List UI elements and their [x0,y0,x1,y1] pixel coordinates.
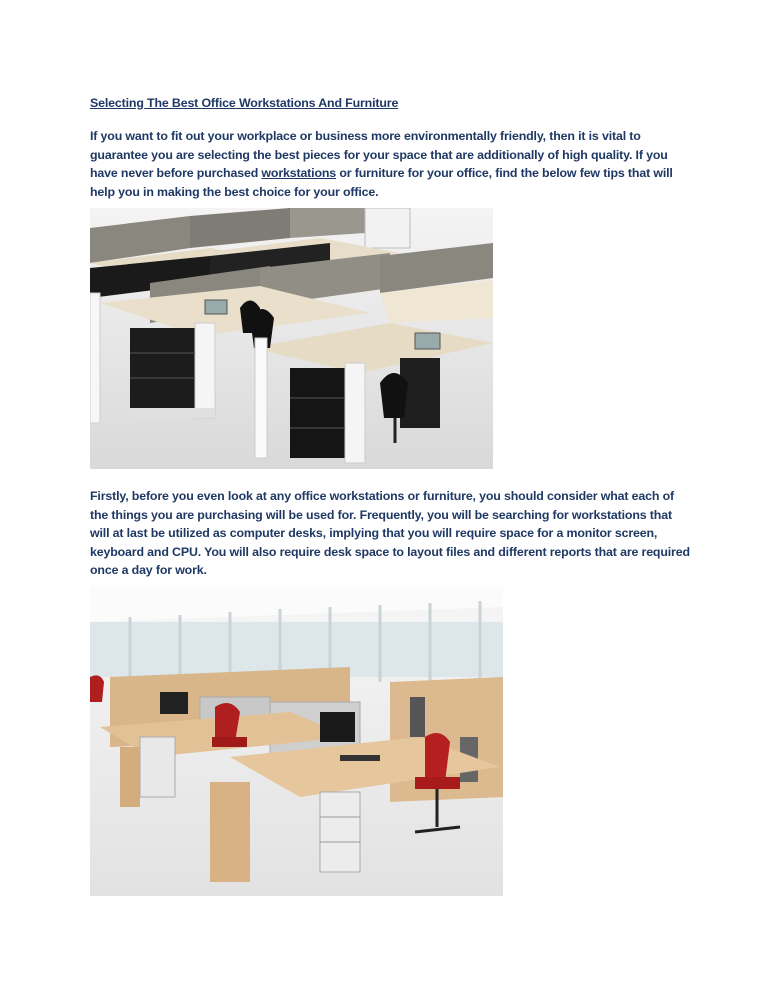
paragraph-firstly: Firstly, before you even look at any office workstations or furniture, you should consider what each of the things you are purchasing will be used for. Frequently, you will be searching for workstations that will at last be utilized as computer desks, implying that you will require space for a monitor screen, keyboard and CPU. You will also require desk space to layout files and different reports that are required once a day for work. [90,489,690,577]
photo-wood-office-workstations [90,587,503,896]
workstations-link[interactable]: workstations [261,166,337,180]
paragraph-intro-text-after: or furniture for your office, find the below few tips that will help you in making the best choice for your office. [90,166,673,199]
paragraph-intro-text-before: If you want to fit out your workplace or business more environmentally friendly, then it is vital to guarantee you are selecting the best pieces for your space that are additionally of high quality. If you have never before purchased [90,129,668,180]
document-title: Selecting The Best Office Workstations And Furniture [90,96,399,110]
paragraph-intro [90,127,690,201]
photo-cubicle-workstations [90,208,493,469]
